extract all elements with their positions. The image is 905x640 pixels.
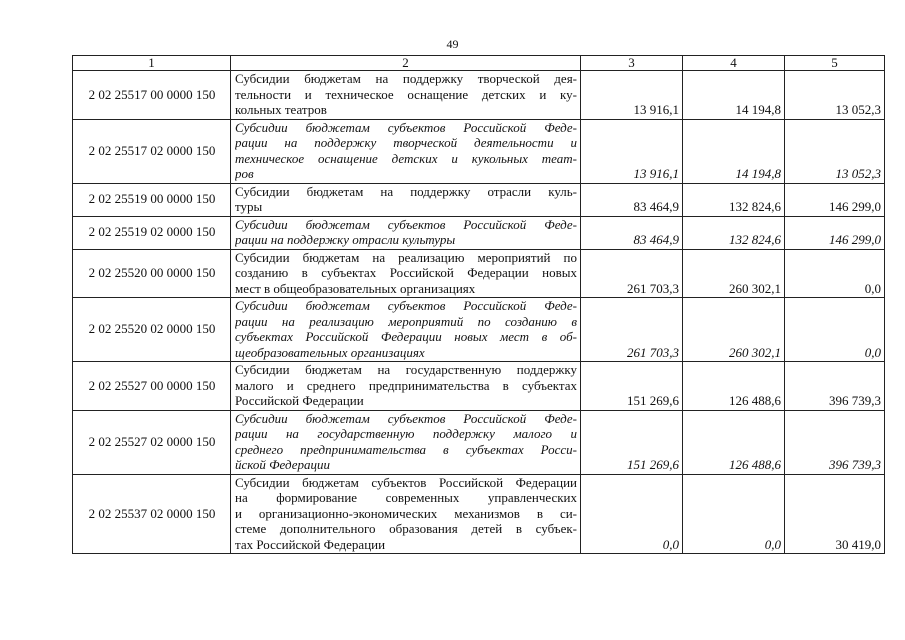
description-line: кольных театров bbox=[235, 102, 327, 117]
table-row bbox=[73, 474, 885, 554]
table-row bbox=[73, 119, 885, 183]
column-header-description: 2 bbox=[231, 56, 581, 71]
amount-cell-3: 13 052,3 bbox=[785, 71, 885, 120]
page-number: 49 bbox=[446, 37, 459, 51]
description-line: Субсидии бюджетам субъектов Российской Феде- bbox=[235, 410, 577, 426]
description-line: тах Российской Федерации bbox=[235, 536, 386, 552]
description-line: ров bbox=[235, 166, 254, 181]
amount-cell-1: 261 703,3 bbox=[581, 298, 683, 362]
table-row bbox=[73, 362, 885, 411]
description-line: рации на поддержку творческой деятельности и bbox=[235, 135, 577, 150]
amount-cell-2: 260 302,1 bbox=[683, 249, 785, 298]
description-cell bbox=[231, 410, 581, 474]
budget-code-cell: 2 02 25527 02 0000 150 bbox=[73, 410, 231, 474]
description-line: Российской Федерации bbox=[235, 393, 364, 408]
amount-cell-2: 14 194,8 bbox=[683, 119, 785, 183]
description-line: щеобразовательных организациях bbox=[235, 344, 425, 360]
budget-code-cell: 2 02 25519 02 0000 150 bbox=[73, 216, 231, 249]
description-line: тельности и техническое оснащение детских и ку- bbox=[235, 86, 577, 102]
amount-cell-3: 0,0 bbox=[785, 298, 885, 362]
budget-code-cell: 2 02 25520 00 0000 150 bbox=[73, 249, 231, 298]
description-line: Субсидии бюджетам субъектов Российской Феде- bbox=[235, 298, 577, 313]
amount-cell-2: 132 824,6 bbox=[683, 216, 785, 249]
amount-cell-2: 14 194,8 bbox=[683, 71, 785, 120]
budget-code-cell: 2 02 25537 02 0000 150 bbox=[73, 474, 231, 554]
amount-cell-3: 396 739,3 bbox=[785, 410, 885, 474]
description-line: Субсидии бюджетам на поддержку отрасли куль- bbox=[235, 183, 577, 199]
description-line: техническое оснащение детских и кукольных теат- bbox=[235, 150, 577, 166]
amount-cell-1: 13 916,1 bbox=[581, 71, 683, 120]
description-line: субъектах Российской Федерации новых мест в об- bbox=[235, 329, 577, 344]
amount-cell-1: 0,0 bbox=[581, 474, 683, 554]
column-header-amount-2: 4 bbox=[683, 56, 785, 71]
description-line: Субсидии бюджетам на поддержку творческой дея- bbox=[235, 71, 577, 86]
description-line: и организационно-экономических механизмов в си- bbox=[235, 505, 577, 521]
description-line: рации на государственную поддержку малого и bbox=[235, 426, 577, 441]
description-line: Субсидии бюджетам на реализацию мероприятий по bbox=[235, 249, 577, 265]
description-line: Субсидии бюджетам субъектов Российской Феде- bbox=[235, 216, 577, 232]
amount-cell-1: 83 464,9 bbox=[581, 183, 683, 216]
description-line: на формирование современных управленческих bbox=[235, 490, 577, 505]
description-line: Субсидии бюджетам на государственную поддержку bbox=[235, 362, 577, 377]
description-line: туры bbox=[235, 199, 263, 214]
budget-code-cell: 2 02 25520 02 0000 150 bbox=[73, 298, 231, 362]
description-cell bbox=[231, 298, 581, 362]
budget-code-cell: 2 02 25517 00 0000 150 bbox=[73, 71, 231, 120]
amount-cell-1: 83 464,9 bbox=[581, 216, 683, 249]
description-cell bbox=[231, 474, 581, 554]
amount-cell-2: 0,0 bbox=[683, 474, 785, 554]
table-row bbox=[73, 410, 885, 474]
description-cell bbox=[231, 216, 581, 249]
description-cell bbox=[231, 183, 581, 216]
amount-cell-2: 132 824,6 bbox=[683, 183, 785, 216]
amount-cell-3: 146 299,0 bbox=[785, 216, 885, 249]
amount-cell-3: 0,0 bbox=[785, 249, 885, 298]
description-line: среднего предпринимательства в субъектах Росси- bbox=[235, 441, 577, 457]
amount-cell-1: 151 269,6 bbox=[581, 362, 683, 411]
description-line: рации на поддержку отрасли культуры bbox=[235, 232, 456, 247]
amount-cell-1: 261 703,3 bbox=[581, 249, 683, 298]
amount-cell-2: 260 302,1 bbox=[683, 298, 785, 362]
amount-cell-3: 30 419,0 bbox=[785, 474, 885, 554]
description-line: созданию в субъектах Российской Федерации новых bbox=[235, 265, 577, 280]
description-line: мест в общеобразовательных организациях bbox=[235, 280, 476, 296]
table-row bbox=[73, 71, 885, 120]
budget-code-cell: 2 02 25519 00 0000 150 bbox=[73, 183, 231, 216]
description-line: Субсидии бюджетам субъектов Российской Феде- bbox=[235, 119, 577, 135]
amount-cell-3: 146 299,0 bbox=[785, 183, 885, 216]
description-cell bbox=[231, 362, 581, 411]
table-row bbox=[73, 183, 885, 216]
column-header-amount-3: 5 bbox=[785, 56, 885, 71]
table-header-row bbox=[73, 56, 885, 71]
budget-revenue-table bbox=[72, 55, 885, 554]
amount-cell-2: 126 488,6 bbox=[683, 410, 785, 474]
description-cell bbox=[231, 249, 581, 298]
table-row bbox=[73, 298, 885, 362]
amount-cell-3: 396 739,3 bbox=[785, 362, 885, 411]
description-line: йской Федерации bbox=[235, 457, 331, 472]
amount-cell-2: 126 488,6 bbox=[683, 362, 785, 411]
budget-code-cell: 2 02 25517 02 0000 150 bbox=[73, 119, 231, 183]
description-line: Субсидии бюджетам субъектов Российской Федерации bbox=[235, 474, 577, 490]
amount-cell-3: 13 052,3 bbox=[785, 119, 885, 183]
description-cell bbox=[231, 119, 581, 183]
description-line: стеме дополнительного образования детей в субъек- bbox=[235, 521, 577, 536]
column-header-amount-1: 3 bbox=[581, 56, 683, 71]
table-row bbox=[73, 249, 885, 298]
table-body bbox=[73, 71, 885, 554]
column-header-code: 1 bbox=[73, 56, 231, 71]
description-line: рации на реализацию мероприятий по созданию в bbox=[235, 313, 577, 329]
description-cell bbox=[231, 71, 581, 120]
amount-cell-1: 151 269,6 bbox=[581, 410, 683, 474]
table-row bbox=[73, 216, 885, 249]
budget-code-cell: 2 02 25527 00 0000 150 bbox=[73, 362, 231, 411]
amount-cell-1: 13 916,1 bbox=[581, 119, 683, 183]
description-line: малого и среднего предпринимательства в субъектах bbox=[235, 377, 577, 393]
